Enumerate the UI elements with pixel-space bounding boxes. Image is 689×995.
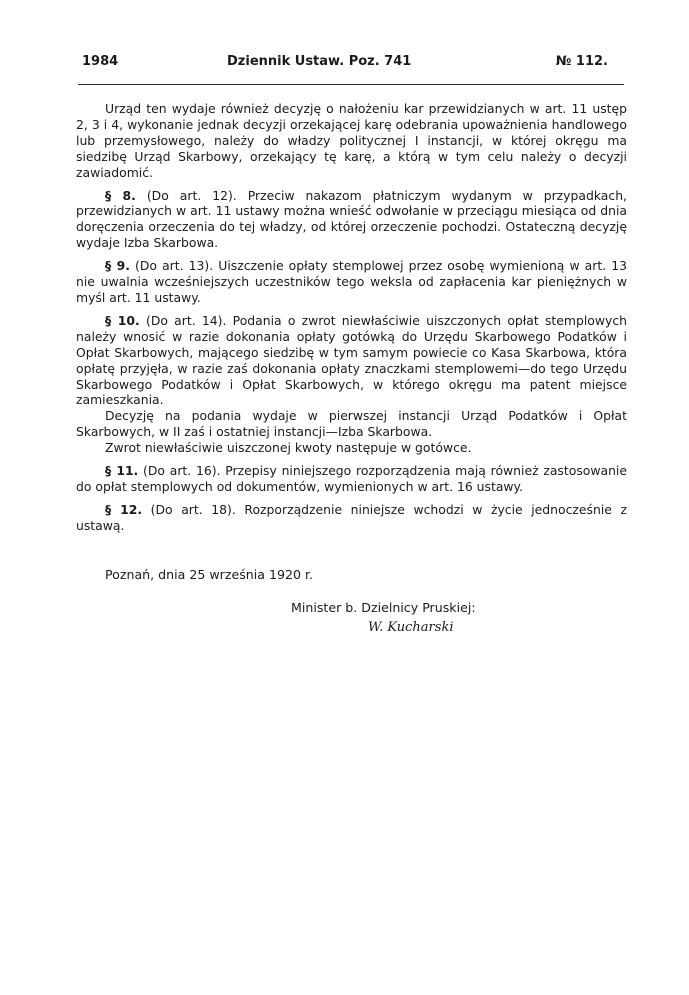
section-symbol: § 9. <box>105 258 130 274</box>
section-9 <box>76 258 627 306</box>
paragraph-text: (Do art. 18). Rozporządzenie niniejsze wchodzi w życie jednocześnie z ustawą. <box>76 501 627 533</box>
document-body <box>76 101 627 541</box>
paragraph-text: Decyzję na podania wydaje w pierwszej instancji Urząd Podatków i Opłat Skarbowych, w II zaś i ostatniej instancji—Izba Skarbowa. <box>76 408 627 440</box>
page-header <box>82 54 622 74</box>
header-rule <box>78 84 624 85</box>
signature: W. Kucharski <box>368 620 454 635</box>
section-symbol: § 8. <box>105 187 136 203</box>
section-symbol: § 10. <box>105 312 140 328</box>
section-12 <box>76 502 627 534</box>
section-11 <box>76 463 627 495</box>
section-symbol: § 12. <box>105 501 143 517</box>
signer-title: Minister b. Dzielnicy Pruskiej: <box>291 600 476 615</box>
paragraph <box>76 408 627 440</box>
paragraph-text: Urząd ten wydaje również decyzję o nałożeniu kar przewidzianych w art. 11 ustęp 2, 3 i 4, wykonanie jednak decyzji orzekającej karę odebrania upoważnienia handlowego lub przemysłowego, należy do władzy politycznej I instancji, w której okręgu ma siedzibę Urząd Skarbowy, orzekający tę karę, a którą w tym celu należy o decyzji zawiadomić. <box>76 101 627 180</box>
section-10 <box>76 313 627 408</box>
place-date: Poznań, dnia 25 września 1920 r. <box>105 567 314 582</box>
journal-title: Dziennik Ustaw. Poz. 741 <box>227 54 412 69</box>
paragraph-text: (Do art. 16). Przepisy niniejszego rozporządzenia mają również zastosowanie do opłat stemplowych od dokumentów, wymienionych w art. 16 ustawy. <box>76 463 628 494</box>
paragraph-text: (Do art. 12). Przeciw nakazom płatniczym wydanym w przypadkach, przewidzianych w art. 11 ustawy można wnieść odwołanie w przeciągu miesiąca od dnia doręczenia orzeczenia do tej władzy, od której orzeczenie pochodzi. Ostateczną decyzję wydaje Izba Skarbowa. <box>76 187 627 251</box>
section-symbol: § 11. <box>105 463 139 479</box>
paragraph <box>76 101 627 181</box>
paragraph-text: (Do art. 14). Podania o zwrot niewłaściwie uiszczonych opłat stemplowych należy wnosić w razie dokonania opłaty gotówką do Urzędu Skarbowego Podatków i Opłat Skarbowych, mającego siedzibę w tym samym powiecie co Kasa Skarbowa, która opłatę przyjęła, w razie zaś dokonania opłaty znaczkami stemplowemi—do tego Urzędu Skarbowego Podatków i Opłat Skarbowych, w którego okręgu ma patent miejsce zamieszkania. <box>76 312 628 408</box>
paragraph-text: Zwrot niewłaściwie uiszczonej kwoty następuje w gotówce. <box>105 440 472 456</box>
section-8 <box>76 188 627 252</box>
paragraph-text: (Do art. 13). Uiszczenie opłaty stemplowej przez osobę wymienioną w art. 13 nie uwalnia wcześniejszych uczestników tego weksla od zapłacenia kar pieniężnych w myśl art. 11 ustawy. <box>76 258 627 305</box>
paragraph <box>76 440 627 456</box>
issue-number: № 112. <box>555 54 608 69</box>
page-number: 1984 <box>82 54 119 69</box>
